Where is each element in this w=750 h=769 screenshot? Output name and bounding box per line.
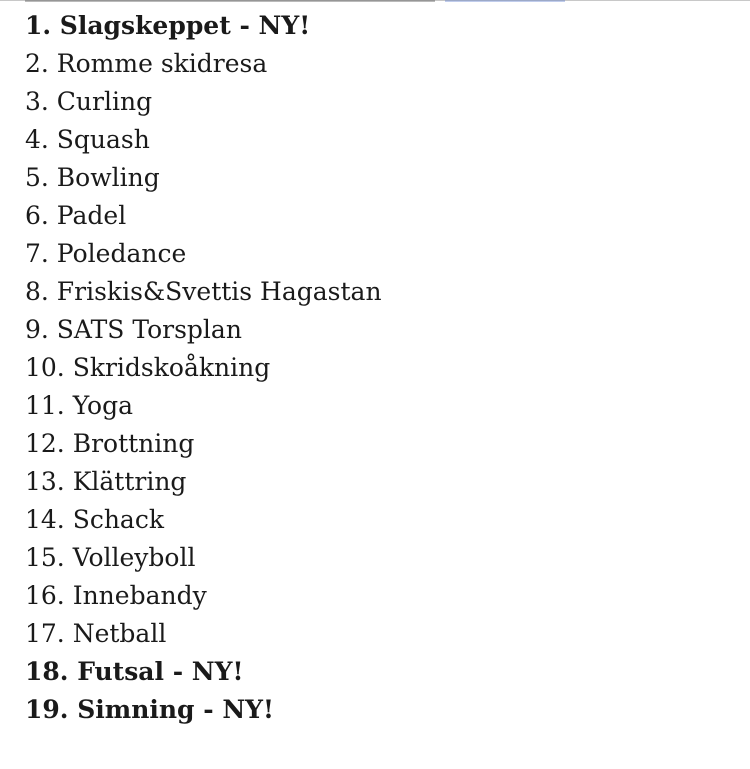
- list-item: 18. Futsal - NY!: [25, 657, 244, 686]
- list-item: 6. Padel: [25, 201, 127, 230]
- list-item: 2. Romme skidresa: [25, 49, 268, 78]
- list-item: 19. Simning - NY!: [25, 695, 274, 724]
- list-item: 1. Slagskeppet - NY!: [25, 11, 311, 40]
- list-item: 17. Netball: [25, 619, 167, 648]
- clipped-previous-line: [25, 0, 565, 3]
- list-item: 13. Klättring: [25, 467, 187, 496]
- list-item: 9. SATS Torsplan: [25, 315, 242, 344]
- list-item: 14. Schack: [25, 505, 164, 534]
- list-item: 10. Skridskoåkning: [25, 353, 271, 382]
- list-item: 15. Volleyboll: [25, 543, 196, 572]
- list-item: 16. Innebandy: [25, 581, 207, 610]
- list-item: 7. Poledance: [25, 239, 187, 268]
- list-item: 5. Bowling: [25, 163, 160, 192]
- list-item: 11. Yoga: [25, 391, 133, 420]
- list-item: 3. Curling: [25, 87, 153, 116]
- activity-list: [25, 7, 382, 729]
- list-item: 8. Friskis&Svettis Hagastan: [25, 277, 382, 306]
- list-item: 12. Brottning: [25, 429, 195, 458]
- list-item: 4. Squash: [25, 125, 150, 154]
- clipped-text-fragment: [25, 0, 565, 2]
